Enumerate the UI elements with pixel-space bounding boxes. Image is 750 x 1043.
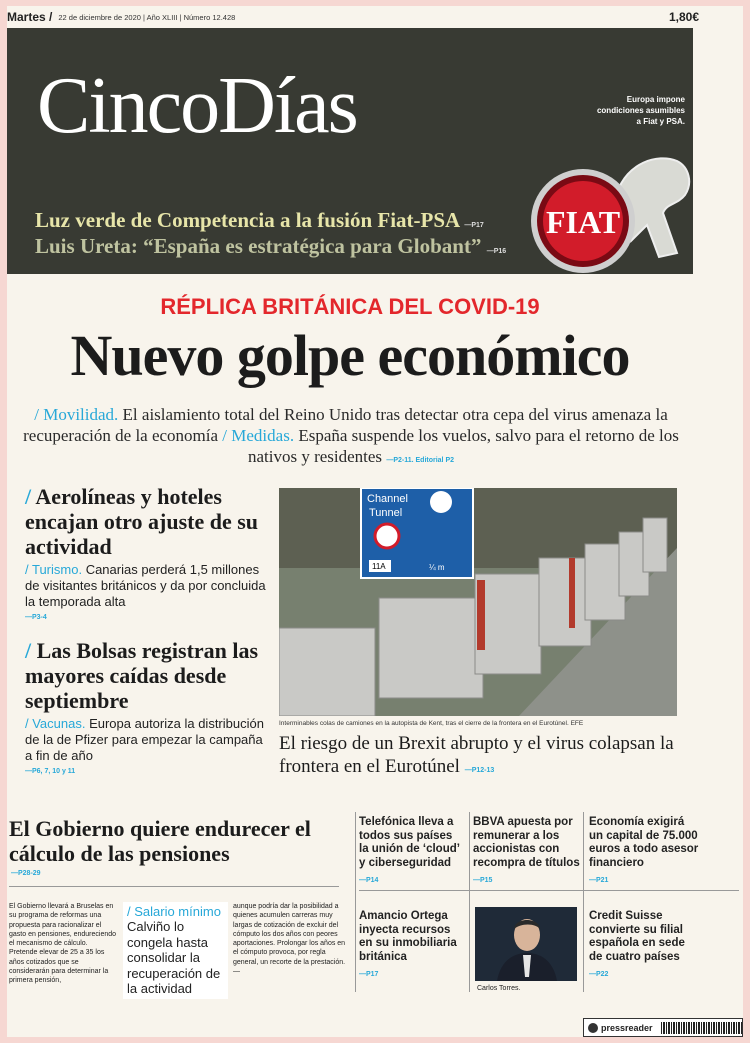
sign-distance: ¼ m — [429, 563, 445, 572]
divider — [359, 890, 739, 891]
pensions-col3: aunque podría dar la posibilidad a quienes acumulen carreras muy largas de cotización de excluir del cómputo los dos años con peores aportaciones. Prolongar los años en el cómputo provoca, por regla general, un recorte de la prestación.— — [233, 903, 346, 976]
brief-telefonica[interactable] — [359, 816, 465, 888]
story-airlines-ref: —P3-4 — [25, 614, 47, 621]
brief-amancio-ref: —P17 — [359, 971, 379, 978]
date-strip — [7, 6, 743, 28]
story-airlines[interactable] — [25, 484, 273, 621]
story-airlines-sub — [25, 562, 273, 610]
brief-credit-suisse-title: Credit Suisse convierte su filial española en sede de cuatro países — [589, 910, 685, 963]
divider — [9, 886, 339, 887]
brief-bbva[interactable] — [473, 816, 581, 888]
pensions-col1: El Gobierno llevará a Bruselas en su programa de reformas una propuesta para racionalizar el gasto en pensiones, endureciendo el mecanismo de cálculo. Pretende elevar de 25 a 35 los años cotizados que se considerarán para determinar la primera pensión, — [9, 903, 117, 985]
truck-queue-image — [279, 488, 677, 716]
tunnel-logo-icon — [430, 491, 452, 513]
salario-minimo-tag: / Salario mínimo — [127, 904, 221, 919]
story-airlines-sub-text: Canarias perderá 1,5 millones de visitantes británicos y da por concluida la temporada alta — [25, 562, 266, 609]
sign-line1: Channel — [367, 493, 408, 505]
brief-amancio[interactable] — [359, 910, 465, 982]
story-airlines-sub-tag: / Turismo. — [25, 562, 83, 577]
pressreader-badge[interactable] — [583, 1018, 743, 1037]
story-bolsas-headline — [25, 638, 273, 713]
pensions-headline[interactable]: El Gobierno quiere endurecer el cálculo de las pensiones — [9, 816, 311, 866]
column-rule — [469, 812, 470, 992]
column-rule — [355, 812, 356, 992]
front-page — [7, 6, 743, 1037]
lead-deck — [21, 404, 681, 471]
deck-tag-movilidad: / Movilidad. — [34, 405, 119, 424]
brief-bbva-title: BBVA apuesta por remunerar a los accionistas con recompra de títulos — [473, 816, 580, 869]
eurotunnel-headline[interactable] — [279, 732, 689, 782]
story-airlines-headline — [25, 484, 273, 559]
masthead — [7, 28, 693, 274]
sign-exit: 11A — [372, 562, 386, 571]
lead-headline[interactable]: Nuevo golpe económico — [70, 323, 630, 388]
portrait-image — [475, 907, 577, 981]
newspaper-logo[interactable]: CincoDías — [37, 62, 357, 150]
ear-teaser[interactable]: Europa impone condiciones asumibles a Fiat y PSA. — [596, 95, 685, 126]
deck-tag-medidas: / Medidas. — [222, 426, 295, 445]
globant-ref: —P16 — [486, 248, 507, 255]
story-airlines-slash: / — [25, 484, 32, 509]
salario-minimo-text: Calviño lo congela hasta consolidar la recuperación de la actividad — [127, 919, 221, 996]
brief-credit-suisse[interactable] — [589, 910, 701, 982]
brief-bbva-ref: —P15 — [473, 877, 493, 884]
barcode-icon — [661, 1022, 742, 1034]
story-bolsas[interactable] — [25, 638, 273, 775]
deck-text-1: El aislamiento total del Reino Unido tras detectar otra cepa del virus amenaza la recuperación de la economía — [23, 405, 668, 445]
lead-kicker: RÉPLICA BRITÁNICA DEL COVID-19 — [160, 294, 540, 319]
column-rule — [583, 812, 584, 992]
eurotunnel-photo[interactable] — [279, 488, 677, 716]
brief-telefonica-ref: —P14 — [359, 877, 379, 884]
story-bolsas-title: Las Bolsas registran las mayores caídas desde septiembre — [25, 638, 259, 713]
brief-credit-suisse-ref: —P22 — [589, 971, 609, 978]
story-bolsas-slash: / — [25, 638, 32, 663]
story-bolsas-ref: —P6, 7, 10 y 11 — [25, 768, 76, 775]
salario-minimo-box[interactable] — [123, 902, 228, 999]
carlos-torres-photo[interactable] — [475, 907, 577, 981]
brief-economia-ref: —P21 — [589, 877, 609, 884]
brief-economia-title: Economía exigirá un capital de 75.000 euros a todo asesor financiero — [589, 816, 699, 869]
pressreader-label: pressreader — [601, 1022, 653, 1033]
cover-price: 1,80€ — [668, 10, 699, 24]
brief-telefonica-title: Telefónica lleva a todos sus países la unión de ‘cloud’ y ciberseguridad — [359, 816, 460, 869]
deck-ref: —P2-11. Editorial P2 — [386, 457, 455, 464]
eurotunnel-headline-text: El riesgo de un Brexit abrupto y el virus colapsan la frontera en el Eurotúnel — [279, 733, 674, 777]
globant-headline[interactable] — [35, 234, 506, 259]
deck-text-2: España suspende los vuelos, salvo para el retorno de los nativos y residentes — [247, 426, 679, 466]
fiat-peugeot-illustration — [527, 153, 693, 274]
pensions-ref: —P28-29 — [11, 870, 41, 877]
brief-economia[interactable] — [589, 816, 701, 888]
torres-caption: Carlos Torres. — [477, 985, 521, 992]
fiat-psa-ref: —P17 — [464, 222, 484, 229]
height-limit-icon — [375, 524, 399, 548]
story-bolsas-sub-tag: / Vacunas. — [25, 716, 86, 731]
story-airlines-title: Aerolíneas y hoteles encajan otro ajuste de su actividad — [25, 484, 259, 559]
story-bolsas-sub-text: Europa autoriza la distribución de la de Pfizer para empezar la campaña a fin de año — [25, 716, 264, 763]
weekday: Martes / — [7, 10, 53, 24]
eurotunnel-ref: —P12-13 — [464, 767, 495, 774]
globant-headline-text: Luis Ureta: “España es estratégica para Globant” — [35, 234, 482, 258]
photo-caption: Interminables colas de camiones en la autopista de Kent, tras el cierre de la frontera en el Eurotúnel. EFE — [279, 720, 584, 727]
pressreader-icon — [588, 1023, 598, 1033]
edition-info: 22 de diciembre de 2020 | Año XLIII | Número 12.428 — [58, 12, 236, 22]
story-bolsas-sub — [25, 716, 273, 764]
lead-section — [7, 274, 693, 786]
brief-amancio-title: Amancio Ortega inyecta recursos en su inmobiliaria británica — [359, 910, 457, 963]
fiat-psa-headline-text: Luz verde de Competencia a la fusión Fiat-PSA — [35, 208, 460, 232]
fiat-psa-headline[interactable] — [35, 208, 484, 233]
fiat-badge-text: FIAT — [545, 204, 621, 240]
sign-line2: Tunnel — [369, 507, 403, 519]
